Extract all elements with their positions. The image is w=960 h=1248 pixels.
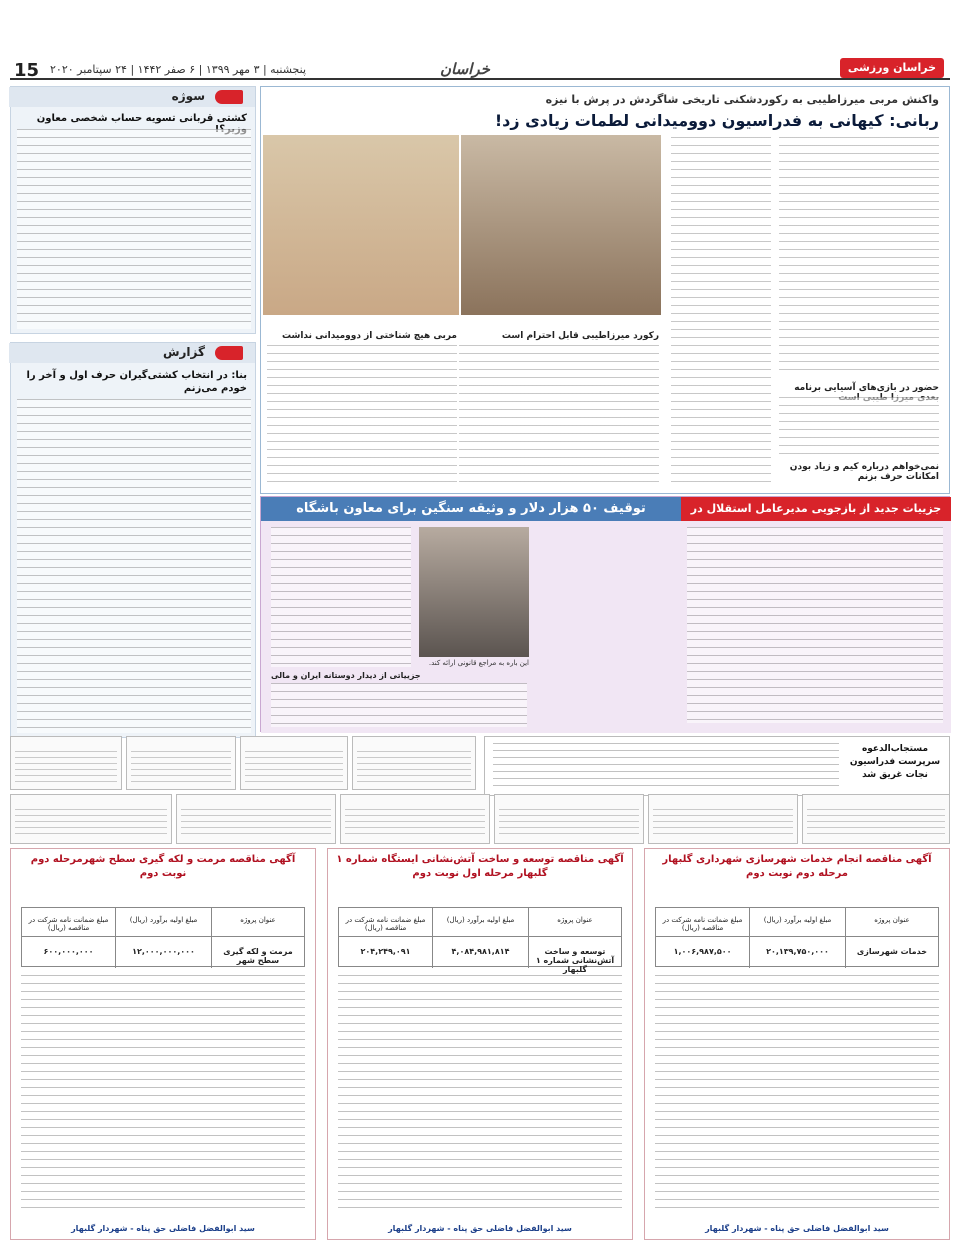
ad-block [340, 794, 490, 844]
main-text-col-3 [779, 397, 939, 457]
sidebar-text-1 [17, 129, 251, 329]
masthead [10, 58, 950, 80]
ad-block [648, 794, 798, 844]
main-text-col-1 [779, 137, 939, 377]
sidebar-text-2 [17, 399, 251, 733]
photo-athlete [263, 135, 459, 315]
ad-block [352, 736, 476, 790]
ad-block [126, 736, 236, 790]
mid-article [260, 496, 950, 732]
mid-subhead: جزییاتی از دیدار دوستانه ایران و مالی [271, 671, 421, 680]
megaphone-icon [215, 90, 243, 104]
sidebar-tag-2: گزارش [9, 343, 255, 363]
mid-text-left [271, 527, 411, 667]
ad-block [176, 794, 336, 844]
sidebar-headline-2: بنا: در انتخاب کشتی‌گیران حرف اول و آخر را خودم می‌زنم [26, 370, 247, 394]
ad-block [240, 736, 348, 790]
tender-notices [10, 848, 950, 1240]
photo-coach [461, 135, 661, 315]
sidebar-headline-1: کشتی قربانی تسویه حساب شخصی معاون [36, 113, 247, 124]
dateline: پنجشنبه | ۳ مهر ۱۳۹۹ | ۶ صفر ۱۴۴۲ | ۲۴ سپتامبر ۲۰۲۰ [50, 63, 307, 76]
mid-body [261, 521, 951, 733]
sidebar-tag-1: سوژه [9, 87, 255, 107]
main-subhead-3: نمی‌خواهم درباره کیم و زیاد بودن امکانات حرف بزنم [789, 462, 939, 482]
main-article [260, 86, 950, 494]
paper-logo: خراسان [440, 60, 490, 78]
main-subhead-4: مربی هیچ شناختی از دوومیدانی نداشت [281, 331, 457, 341]
condolence-title: مستجاب‌الدعوه سرپرست فدراسیون نجات غریق شد [849, 744, 941, 780]
ad-block [494, 794, 644, 844]
photo-official [419, 527, 529, 657]
ads-row-2 [10, 794, 950, 844]
tender-table-1: عنوان پروژه مبلغ اولیه برآورد (ریال) مبلغ ضمانت نامه شرکت در مناقصه (ریال) خدمات شهرسازی ۲۰,۱۳۹,۷۵۰,۰۰۰ ۱,۰۰۶,۹۸۷,۵۰۰ [655, 907, 939, 967]
sidebar [10, 86, 256, 738]
ads-row-1 [10, 736, 950, 790]
section-label: خراسان ورزشی [840, 58, 944, 78]
mid-text-right [687, 527, 943, 723]
mid-caption: این باره به مراجع قانونی ارائه کند. [428, 659, 529, 667]
main-kicker: واکنش مربی میرزاطیبی به رکوردشکنی تاریخی شاگردش در پرش با نیزه [545, 93, 939, 106]
ad-block [10, 736, 122, 790]
page-header [0, 0, 960, 84]
ad-block [802, 794, 950, 844]
megaphone-icon [215, 346, 243, 360]
main-headline: ربانی: کیهانی به فدراسیون دوومیدانی لطمات زیادی زد! [494, 111, 939, 130]
mid-head-bar [261, 497, 951, 521]
main-text-col-4 [459, 345, 659, 487]
sidebar-box-2 [10, 342, 256, 738]
tender-notice-1: آگهی مناقصه انجام خدمات شهرسازی شهرداری گلبهار مرحله دوم نوبت دوم عنوان پروژه مبلغ اولیه برآورد (ریال) مبلغ ضمانت نامه شرکت در مناقصه (ریال) خدمات شهرسازی ۲۰,۱۳۹,۷۵۰,۰۰۰ ۱,۰۰۶,۹۸۷,۵۰۰ سید ابوالفضل فاضلی حق پناه - شهردار گلبهار [644, 848, 950, 1240]
tender-notice-3: آگهی مناقصه مرمت و لکه گیری سطح شهرمرحله دوم نوبت دوم عنوان پروژه مبلغ اولیه برآورد (ریال) مبلغ ضمانت نامه شرکت در مناقصه (ریال) مرمت و لکه گیری سطح شهر ۱۲,۰۰۰,۰۰۰,۰۰۰ ۶۰۰,۰۰۰,۰۰۰ سید ابوالفضل فاضلی حق پناه - شهردار گلبهار [10, 848, 316, 1240]
main-subhead-2: رکورد میرزاطیبی قابل احترام است [501, 331, 659, 341]
main-subhead-1: حضور در بازی‌های آسیایی برنامه [794, 383, 939, 393]
ad-block [10, 794, 172, 844]
main-text-col-5 [267, 345, 457, 487]
sidebar-box-1 [10, 86, 256, 334]
mid-headline-right: جزییات جدید از بازجویی مدیرعامل استقلال در [681, 497, 951, 521]
tender-table-3: عنوان پروژه مبلغ اولیه برآورد (ریال) مبلغ ضمانت نامه شرکت در مناقصه (ریال) مرمت و لکه گیری سطح شهر ۱۲,۰۰۰,۰۰۰,۰۰۰ ۶۰۰,۰۰۰,۰۰۰ [21, 907, 305, 967]
tender-notice-2: آگهی مناقصه توسعه و ساخت آتش‌نشانی ایستگاه شماره ۱ گلبهار مرحله اول نوبت دوم عنوان پروژه مبلغ اولیه برآورد (ریال) مبلغ ضمانت نامه شرکت در مناقصه (ریال) توسعه و ساخت آتش‌نشانی شماره ۱ گلبهار ۴,۰۸۴,۹۸۱,۸۱۴ ۲۰۴,۲۴۹,۰۹۱ سید ابوالفضل فاضلی حق پناه - شهردار گلبهار [327, 848, 633, 1240]
mid-text-left-2 [271, 683, 527, 727]
mid-headline-left: توقیف ۵۰ هزار دلار و وثیقه سنگین برای معاون باشگاه [261, 497, 681, 521]
main-text-col-2 [671, 137, 771, 487]
page-number: 15 [14, 60, 40, 81]
tender-table-2: عنوان پروژه مبلغ اولیه برآورد (ریال) مبلغ ضمانت نامه شرکت در مناقصه (ریال) توسعه و ساخت آتش‌نشانی شماره ۱ گلبهار ۴,۰۸۴,۹۸۱,۸۱۴ ۲۰۴,۲۴۹,۰۹۱ [338, 907, 622, 967]
